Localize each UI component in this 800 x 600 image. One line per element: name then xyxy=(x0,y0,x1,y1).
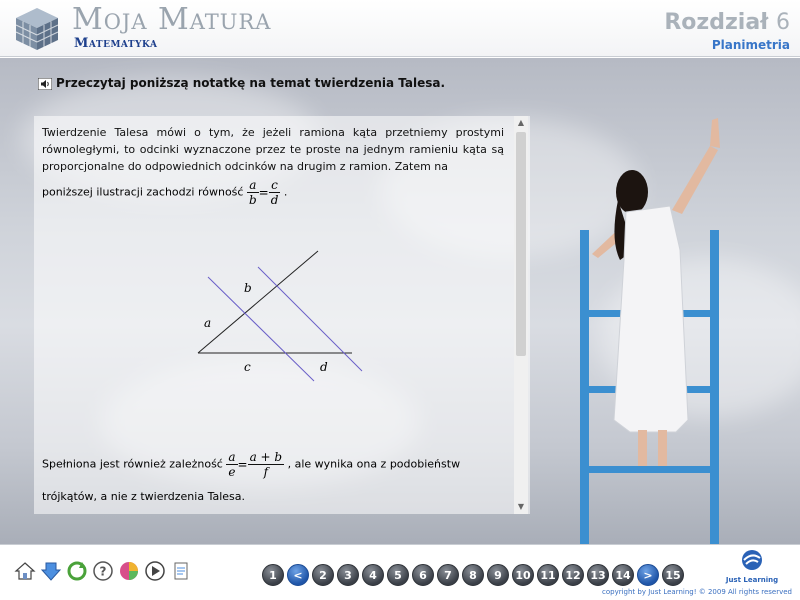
page-button-5[interactable]: 5 xyxy=(387,564,409,586)
paragraph-1-end-text: poniższej ilustracji zachodzi równość xyxy=(42,185,244,199)
label-b: b xyxy=(244,281,252,295)
fraction-a-b: $\frac{a}{b}$ xyxy=(248,178,257,207)
chapter-name: Planimetria xyxy=(711,38,790,52)
scroll-down-icon[interactable]: ▼ xyxy=(517,502,525,511)
copyright: copyright by Just Learning! © 2009 All rights reserved xyxy=(602,588,792,596)
refresh-icon[interactable] xyxy=(66,560,88,582)
paragraph-2-line-2: trójkątów, a nie z twierdzenia Talesa. xyxy=(42,490,246,503)
prev-page-button[interactable]: < xyxy=(287,564,309,586)
label-a: a xyxy=(204,316,212,330)
thales-diagram xyxy=(190,245,380,385)
play-icon[interactable] xyxy=(144,560,166,582)
label-d: d xyxy=(320,360,328,374)
paragraph-2: Spełniona jest również zależność $\frac{a}{e}$ = $\frac{a + b}{f}$ , ale wynika ona z podobieństw xyxy=(42,450,461,479)
instruction xyxy=(38,76,445,90)
page-button-8[interactable]: 8 xyxy=(462,564,484,586)
arrow-down-icon[interactable] xyxy=(40,560,62,582)
speaker-icon[interactable] xyxy=(38,78,52,90)
document-icon[interactable] xyxy=(170,560,192,582)
page-button-13[interactable]: 13 xyxy=(587,564,609,586)
page-button-1[interactable]: 1 xyxy=(262,564,284,586)
page-button-4[interactable]: 4 xyxy=(362,564,384,586)
chapter-title xyxy=(664,10,790,35)
page-button-9[interactable]: 9 xyxy=(487,564,509,586)
next-page-button[interactable]: > xyxy=(637,564,659,586)
paragraph-2-start: Spełniona jest również zależność xyxy=(42,457,223,471)
app-subtitle: Matematyka xyxy=(74,36,158,51)
color-wheel-icon[interactable] xyxy=(118,560,140,582)
svg-text:?: ? xyxy=(99,564,107,579)
page-button-11[interactable]: 11 xyxy=(537,564,559,586)
paragraph-1: Twierdzenie Talesa mówi o tym, że jeżeli ramiona kąta przetniemy prostymi równoległymi, to odcinki wyznaczone przez te proste na jednym ramieniu kąta są proporcjonalne do odpowiednich odcinków na drugim z ramion. Zatem na xyxy=(42,126,504,173)
help-icon[interactable] xyxy=(92,560,114,582)
label-c: c xyxy=(244,360,251,374)
scrollbar[interactable] xyxy=(514,116,528,514)
fraction-ab-f: $\frac{a + b}{f}$ xyxy=(249,450,283,479)
page-button-6[interactable]: 6 xyxy=(412,564,434,586)
brand-name: Just Learning xyxy=(725,576,779,584)
home-icon[interactable] xyxy=(14,560,36,582)
fraction-c-d: $\frac{c}{d}$ xyxy=(270,178,279,207)
paragraph-1-end: poniższej ilustracji zachodzi równość $\frac{a}{b}$ = $\frac{c}{d}$ . xyxy=(42,178,288,207)
brand-logo xyxy=(722,548,782,584)
page-button-14[interactable]: 14 xyxy=(612,564,634,586)
page-button-10[interactable]: 10 xyxy=(512,564,534,586)
page-button-12[interactable]: 12 xyxy=(562,564,584,586)
app-title: Moja Matura xyxy=(72,2,272,37)
page-button-3[interactable]: 3 xyxy=(337,564,359,586)
woman-on-ladder-illustration xyxy=(560,110,740,544)
fraction-a-e: $\frac{a}{e}$ xyxy=(228,450,236,479)
page-button-15[interactable]: 15 xyxy=(662,564,684,586)
just-learning-logo-icon xyxy=(738,548,766,572)
page-button-7[interactable]: 7 xyxy=(437,564,459,586)
paragraph-2-end: , ale wynika ona z podobieństw xyxy=(287,457,461,471)
page-navigation xyxy=(262,564,684,586)
chapter-label: Rozdział xyxy=(664,10,769,35)
page-button-2[interactable]: 2 xyxy=(312,564,334,586)
header xyxy=(0,0,800,57)
scroll-thumb[interactable] xyxy=(516,132,526,356)
logo-cube-icon xyxy=(12,6,62,52)
scroll-up-icon[interactable]: ▲ xyxy=(517,118,525,127)
chapter-number: 6 xyxy=(776,10,790,35)
instruction-text: Przeczytaj poniższą notatkę na temat twierdzenia Talesa. xyxy=(56,76,446,90)
